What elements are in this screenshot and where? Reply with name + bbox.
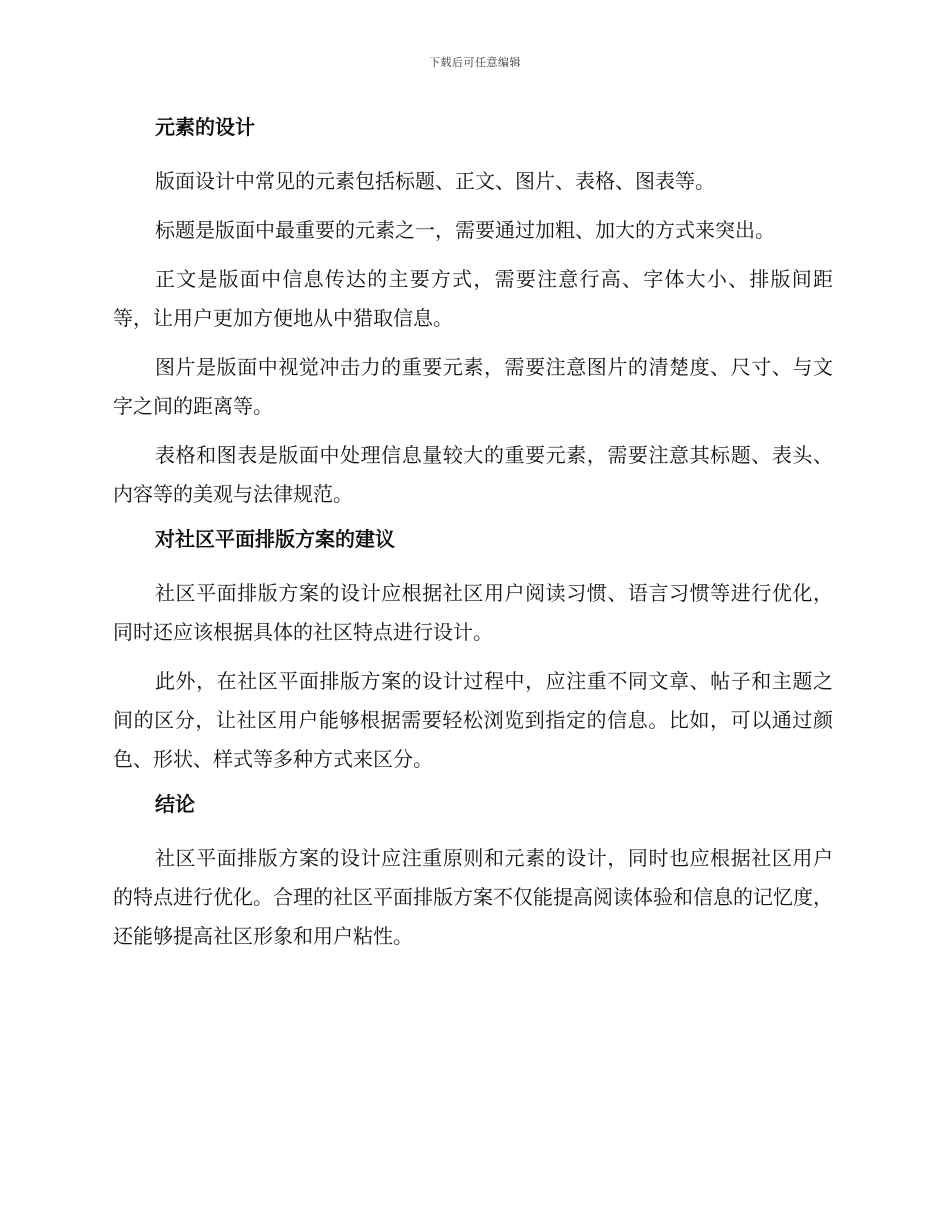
document-body — [113, 112, 833, 966]
section-heading-elements: 元素的设计 — [155, 115, 255, 139]
page-header: 下载后可任意编辑 — [429, 56, 521, 69]
paragraph: 此外，在社区平面排版方案的设计过程中，应注重不同文章、帖子和主题之间的区分，让社区用户能够根据需要轻松浏览到指定的信息。比如，可以通过颜色、形状、样式等多种方式来区分。 — [113, 669, 833, 771]
paragraph: 版面设计中常见的元素包括标题、正文、图片、表格、图表等。 — [155, 169, 715, 193]
paragraph: 社区平面排版方案的设计应注重原则和元素的设计，同时也应根据社区用户的特点进行优化。合理的社区平面排版方案不仅能提高阅读体验和信息的记忆度，还能够提高社区形象和用户粘性。 — [113, 846, 833, 948]
paragraph: 标题是版面中最重要的元素之一，需要通过加粗、加大的方式来突出。 — [155, 218, 775, 242]
paragraph: 表格和图表是版面中处理信息量较大的重要元素，需要注意其标题、表头、内容等的美观与法律规范。 — [113, 443, 833, 506]
section-heading-suggestions: 对社区平面排版方案的建议 — [155, 527, 395, 551]
section-heading-conclusion: 结论 — [155, 792, 195, 816]
paragraph: 图片是版面中视觉冲击力的重要元素，需要注意图片的清楚度、尺寸、与文字之间的距离等。 — [113, 355, 833, 418]
paragraph: 正文是版面中信息传达的主要方式，需要注意行高、字体大小、排版间距等，让用户更加方便地从中猎取信息。 — [113, 267, 833, 330]
paragraph: 社区平面排版方案的设计应根据社区用户阅读习惯、语言习惯等进行优化，同时还应该根据具体的社区特点进行设计。 — [113, 581, 833, 644]
